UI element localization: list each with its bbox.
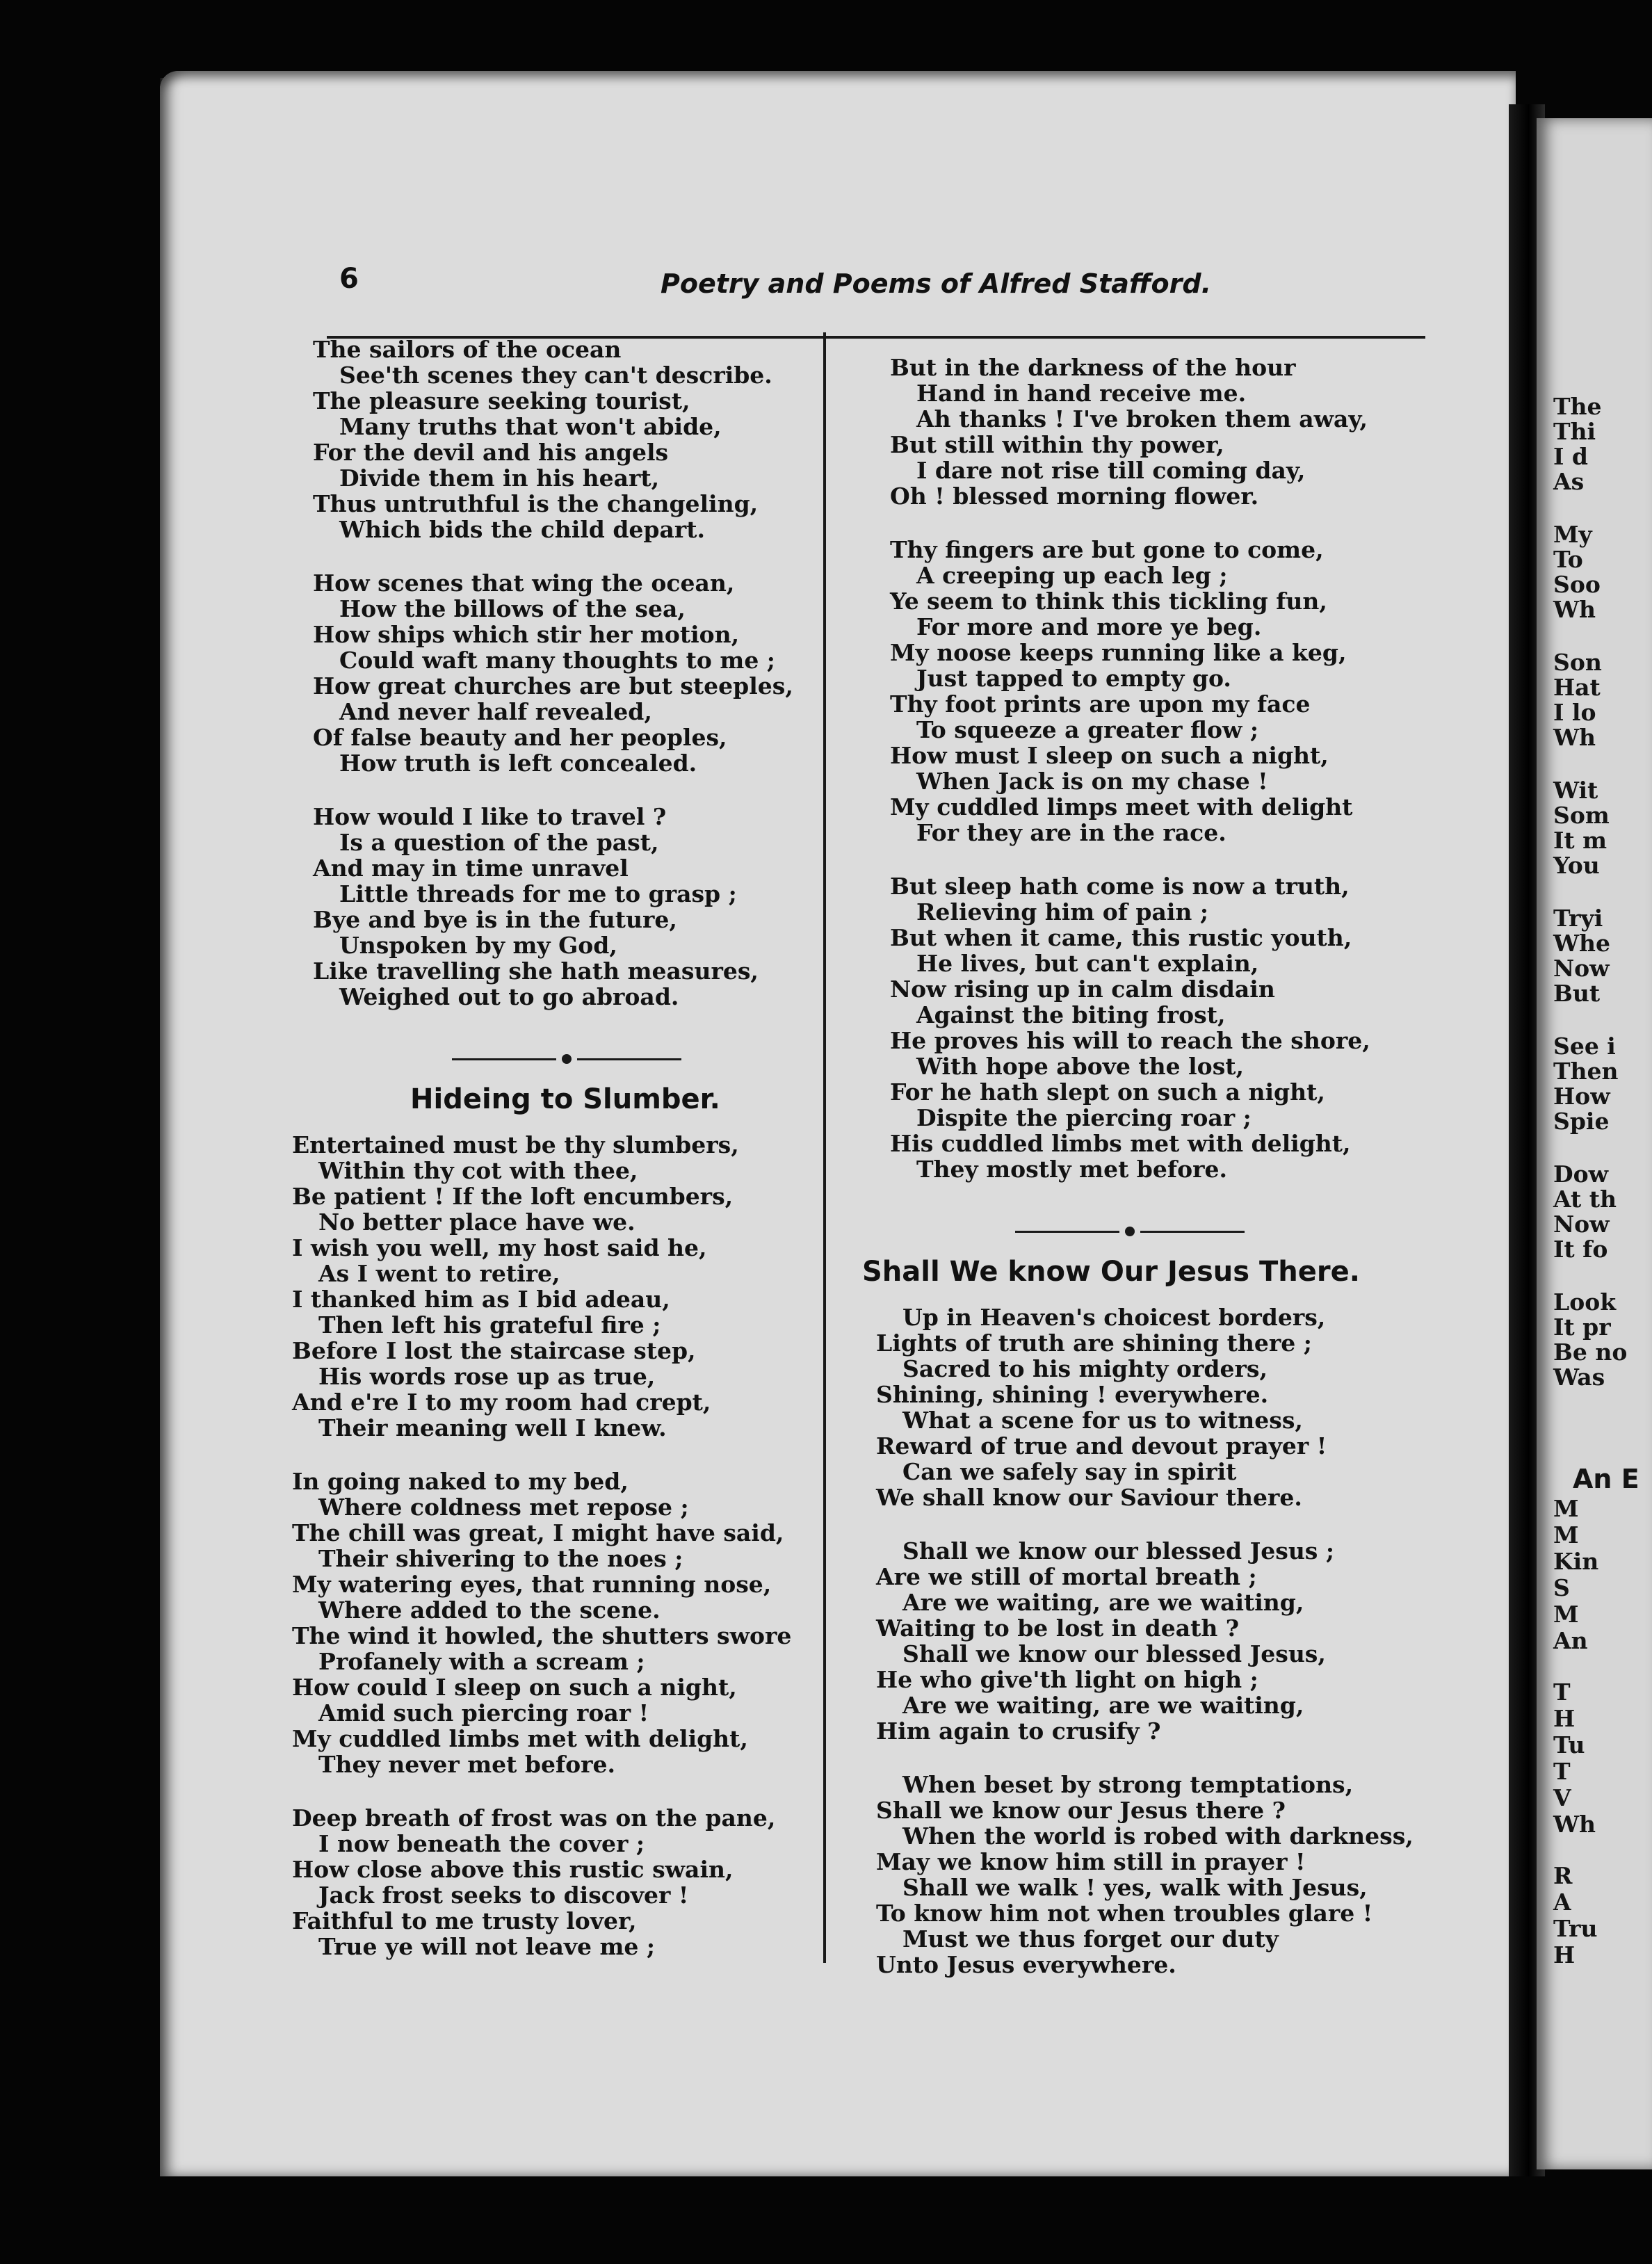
verse-line: Can we safely say in spirit [902,1458,1237,1485]
right-top-stanzas [890,355,1398,1182]
next-page-line-fragment: Wit [1553,777,1598,804]
next-page-line-fragment: To [1553,546,1583,573]
verse-line: How great churches are but steeples, [313,672,793,700]
right-column [862,354,1414,2005]
verse-line: Shining, shining ! everywhere. [876,1381,1269,1408]
next-page-line-fragment: Tryi [1553,905,1603,932]
verse-line: We shall know our Saviour there. [876,1484,1302,1511]
verse-line: Where added to the scene. [318,1596,661,1624]
verse-line: Waiting to be lost in death ? [876,1615,1240,1642]
verse-line: The chill was great, I might have said, [292,1519,784,1546]
verse-line: Just tapped to empty go. [916,665,1231,692]
next-page-line-fragment: It pr [1553,1313,1611,1341]
verse-line: Shall we know our Jesus there ? [876,1797,1286,1824]
verse-line: Entertained must be thy slumbers, [292,1131,739,1158]
verse-line: Unto Jesus everywhere. [876,1951,1176,1978]
verse-line: The sailors of the ocean [313,336,622,363]
next-page-line-fragment: Soo [1553,571,1601,598]
verse-line: Within thy cot with thee, [318,1157,638,1184]
verse-line: For the devil and his angels [313,439,669,466]
next-page-line-fragment: It m [1553,827,1608,854]
verse-line: Little threads for me to grasp ; [339,880,737,907]
next-page-line-fragment: Now [1553,1211,1610,1238]
verse-line: To know him not when troubles glare ! [876,1900,1373,1927]
verse-line: His cuddled limbs met with delight, [890,1130,1351,1157]
next-page-line-fragment: My [1553,521,1592,548]
verse-line: Before I lost the staircase step, [292,1337,696,1364]
next-page-line-fragment: You [1553,852,1600,879]
verse-line: Are we waiting, are we waiting, [902,1692,1304,1719]
next-page-line-fragment: T [1553,1679,1571,1706]
verse-line: In going naked to my bed, [292,1468,629,1495]
stanza [292,1469,813,1777]
verse-line: A creeping up each leg ; [916,562,1228,589]
verse-line: When the world is robed with darkness, [902,1822,1414,1850]
verse-line: Deep breath of frost was on the pane, [292,1804,776,1832]
verse-line: Like travelling she hath measures, [313,957,759,985]
verse-line: When beset by strong temptations, [902,1771,1354,1798]
verse-line: Relieving him of pain ; [916,898,1209,925]
verse-line: Against the biting frost, [916,1001,1226,1028]
verse-line: But sleep hath come is now a truth, [890,873,1350,900]
verse-line: Him again to crusify ? [876,1717,1161,1745]
verse-line: How close above this rustic swain, [292,1856,734,1883]
column-divider [823,332,826,1963]
section-ornament [452,1037,688,1079]
verse-line: Then left his grateful fire ; [318,1311,661,1339]
next-page-line-fragment: Was [1553,1364,1605,1391]
verse-line: Thy foot prints are upon my face [890,690,1311,718]
verse-line: Could waft many thoughts to me ; [339,647,775,674]
stanza [292,1132,813,1441]
verse-line: How scenes that wing the ocean, [313,569,735,597]
verse-line: Dispite the piercing roar ; [916,1104,1252,1131]
verse-line: And may in time unravel [313,855,629,882]
next-page-line-fragment: As [1553,468,1585,495]
next-page-line-fragment: But [1553,980,1601,1007]
left-top-stanzas [313,337,813,1010]
stanza [890,355,1398,509]
next-page-line-fragment: A [1553,1889,1571,1916]
verse-line: Of false beauty and her peoples, [313,724,727,751]
next-page-line-fragment: How [1553,1083,1610,1110]
verse-line: Sacred to his mighty orders, [902,1355,1268,1382]
next-page-line-fragment: M [1553,1521,1579,1549]
verse-line: What a scene for us to witness, [902,1407,1303,1434]
verse-line: Shall we know our blessed Jesus, [902,1640,1326,1667]
next-page-line-fragment: Kin [1553,1548,1599,1575]
verse-line: Amid such piercing roar ! [318,1699,649,1727]
verse-line: His words rose up as true, [318,1363,656,1390]
next-page-line-fragment: I d [1553,443,1588,470]
verse-line: How must I sleep on such a night, [890,742,1329,769]
next-page-line-fragment: Hat [1553,674,1601,701]
verse-line: They never met before. [318,1751,616,1778]
verse-line: Are we waiting, are we waiting, [902,1589,1304,1616]
verse-line: Shall we know our blessed Jesus ; [902,1537,1335,1564]
stanza [292,1805,813,1959]
next-page-line-fragment: T [1553,1758,1571,1785]
next-page-line-fragment: Wh [1553,724,1596,751]
stanza [890,537,1398,846]
next-page-line-fragment: At th [1553,1186,1617,1213]
stanza [313,804,813,1010]
verse-line: But when it came, this rustic youth, [890,924,1352,951]
left-column [292,336,813,1987]
verse-line: And never half revealed, [339,698,652,725]
verse-line: Lights of truth are shining there ; [876,1329,1312,1357]
verse-line: How ships which stir her motion, [313,621,740,648]
next-page-line-fragment: Thi [1553,418,1596,445]
verse-line: He who give'th light on high ; [876,1666,1258,1693]
next-page-line-fragment: Whe [1553,930,1611,957]
next-page-line-fragment: Spie [1553,1108,1610,1135]
verse-line: He proves his will to reach the shore, [890,1027,1370,1054]
verse-line: Shall we walk ! yes, walk with Jesus, [902,1874,1368,1901]
verse-line: No better place have we. [318,1208,635,1236]
next-page-line-fragment: An E [1573,1464,1639,1494]
verse-line: To squeeze a greater flow ; [916,716,1259,743]
next-page-line-fragment: R [1553,1862,1573,1889]
verse-line: Divide them in his heart, [339,464,660,492]
next-page-line-fragment: Som [1553,802,1610,829]
next-page-line-fragment: Dow [1553,1161,1609,1188]
verse-line: With hope above the lost, [916,1053,1245,1080]
verse-line: How the billows of the sea, [339,595,686,622]
verse-line: How truth is left concealed. [339,750,697,777]
verse-line: True ye will not leave me ; [318,1933,656,1960]
verse-line: Where coldness met repose ; [318,1494,689,1521]
next-page-line-fragment: Be no [1553,1339,1628,1366]
verse-line: Be patient ! If the loft encumbers, [292,1183,734,1210]
verse-line: Oh ! blessed morning flower. [890,483,1259,510]
verse-line: The pleasure seeking tourist, [313,387,690,414]
verse-line: Unspoken by my God, [339,932,617,959]
next-page-line-fragment: M [1553,1601,1579,1628]
poem-title-shall-we-know: Shall We know Our Jesus There. [862,1256,1360,1288]
verse-line: Weighed out to go abroad. [339,983,679,1010]
stanza [876,1771,1414,1978]
next-page-line-fragment: Wh [1553,596,1596,623]
next-page-line-fragment: Tru [1553,1915,1598,1942]
verse-line: He lives, but can't explain, [916,950,1259,977]
next-page-line-fragment: Look [1553,1288,1617,1316]
verse-line: Reward of true and devout prayer ! [876,1432,1327,1460]
verse-line: May we know him still in prayer ! [876,1848,1306,1875]
verse-line: Up in Heaven's choicest borders, [902,1304,1326,1331]
next-page-line-fragment: It fo [1553,1236,1608,1263]
next-page-line-fragment: The [1553,393,1602,420]
verse-line: For more and more ye beg. [916,613,1262,640]
verse-line: I thanked him as I bid adeau, [292,1286,670,1313]
verse-line: Must we thus forget our duty [902,1925,1279,1952]
verse-line: How could I sleep on such a night, [292,1674,737,1701]
next-page-line-fragment: Tu [1553,1731,1585,1758]
verse-line: Now rising up in calm disdain [890,976,1275,1003]
next-page-line-fragment: H [1553,1941,1576,1968]
verse-line: But still within thy power, [890,431,1224,458]
next-page-line-fragment: Now [1553,955,1610,982]
verse-line: For he hath slept on such a night, [890,1078,1325,1106]
next-page-line-fragment: See i [1553,1033,1616,1060]
verse-line: Is a question of the past, [339,829,659,856]
left-poem-stanzas [292,1132,813,1959]
verse-line: I dare not rise till coming day, [916,457,1306,484]
right-poem-stanzas [876,1304,1414,1978]
next-page-line-fragment: Wh [1553,1811,1596,1838]
verse-line: As I went to retire, [318,1260,560,1287]
verse-line: Thy fingers are but gone to come, [890,536,1324,563]
next-page-line-fragment: H [1553,1705,1576,1732]
verse-line: Their meaning well I knew. [318,1414,667,1441]
next-page-line-fragment: S [1553,1574,1570,1601]
next-page-line-fragment: I lo [1553,699,1596,726]
verse-line: Are we still of mortal breath ; [876,1563,1257,1590]
verse-line: For they are in the race. [916,819,1226,846]
stanza [876,1304,1398,1510]
verse-line: I now beneath the cover ; [318,1830,645,1857]
next-page-line-fragment: Son [1553,649,1602,676]
verse-line: Ye seem to think this tickling fun, [890,588,1327,615]
running-head: Poetry and Poems of Alfred Stafford. [661,268,1212,299]
verse-line: When Jack is on my chase ! [916,768,1268,795]
verse-line: Faithful to me trusty lover, [292,1907,637,1934]
page-number: 6 [339,263,359,295]
verse-line: Their shivering to the noes ; [318,1545,683,1572]
verse-line: See'th scenes they can't describe. [339,362,772,389]
next-page-line-fragment: Then [1553,1058,1619,1085]
stanza [876,1538,1398,1744]
next-page-line-fragment: M [1553,1495,1579,1522]
verse-line: And e're I to my room had crept, [292,1389,711,1416]
verse-line: Ah thanks ! I've broken them away, [916,405,1368,432]
next-page-line-fragment: An [1553,1627,1588,1654]
verse-line: Thus untruthful is the changeling, [313,490,759,517]
poem-title-hideing-to-slumber: Hideing to Slumber. [410,1083,720,1115]
verse-line: Which bids the child depart. [339,516,706,543]
verse-line: The wind it howled, the shutters swore [292,1622,792,1649]
verse-line: But in the darkness of the hour [890,354,1296,381]
verse-line: Bye and bye is in the future, [313,906,677,933]
verse-line: I wish you well, my host said he, [292,1234,707,1261]
verse-line: Profanely with a scream ; [318,1648,645,1675]
verse-line: My cuddled limps meet with delight [890,793,1353,820]
stanza [313,570,813,776]
verse-line: Hand in hand receive me. [916,380,1247,407]
verse-line: Many truths that won't abide, [339,413,722,440]
next-page-line-fragment: V [1553,1784,1571,1811]
verse-line: My watering eyes, that running nose, [292,1571,772,1598]
stanza [313,337,813,542]
verse-line: My noose keeps running like a keg, [890,639,1347,666]
verse-line: My cuddled limbs met with delight, [292,1725,748,1752]
verse-line: Jack frost seeks to discover ! [318,1882,689,1909]
verse-line: How would I like to travel ? [313,803,667,830]
section-ornament [1015,1210,1252,1252]
verse-line: They mostly met before. [916,1156,1227,1183]
stanza [890,873,1398,1182]
